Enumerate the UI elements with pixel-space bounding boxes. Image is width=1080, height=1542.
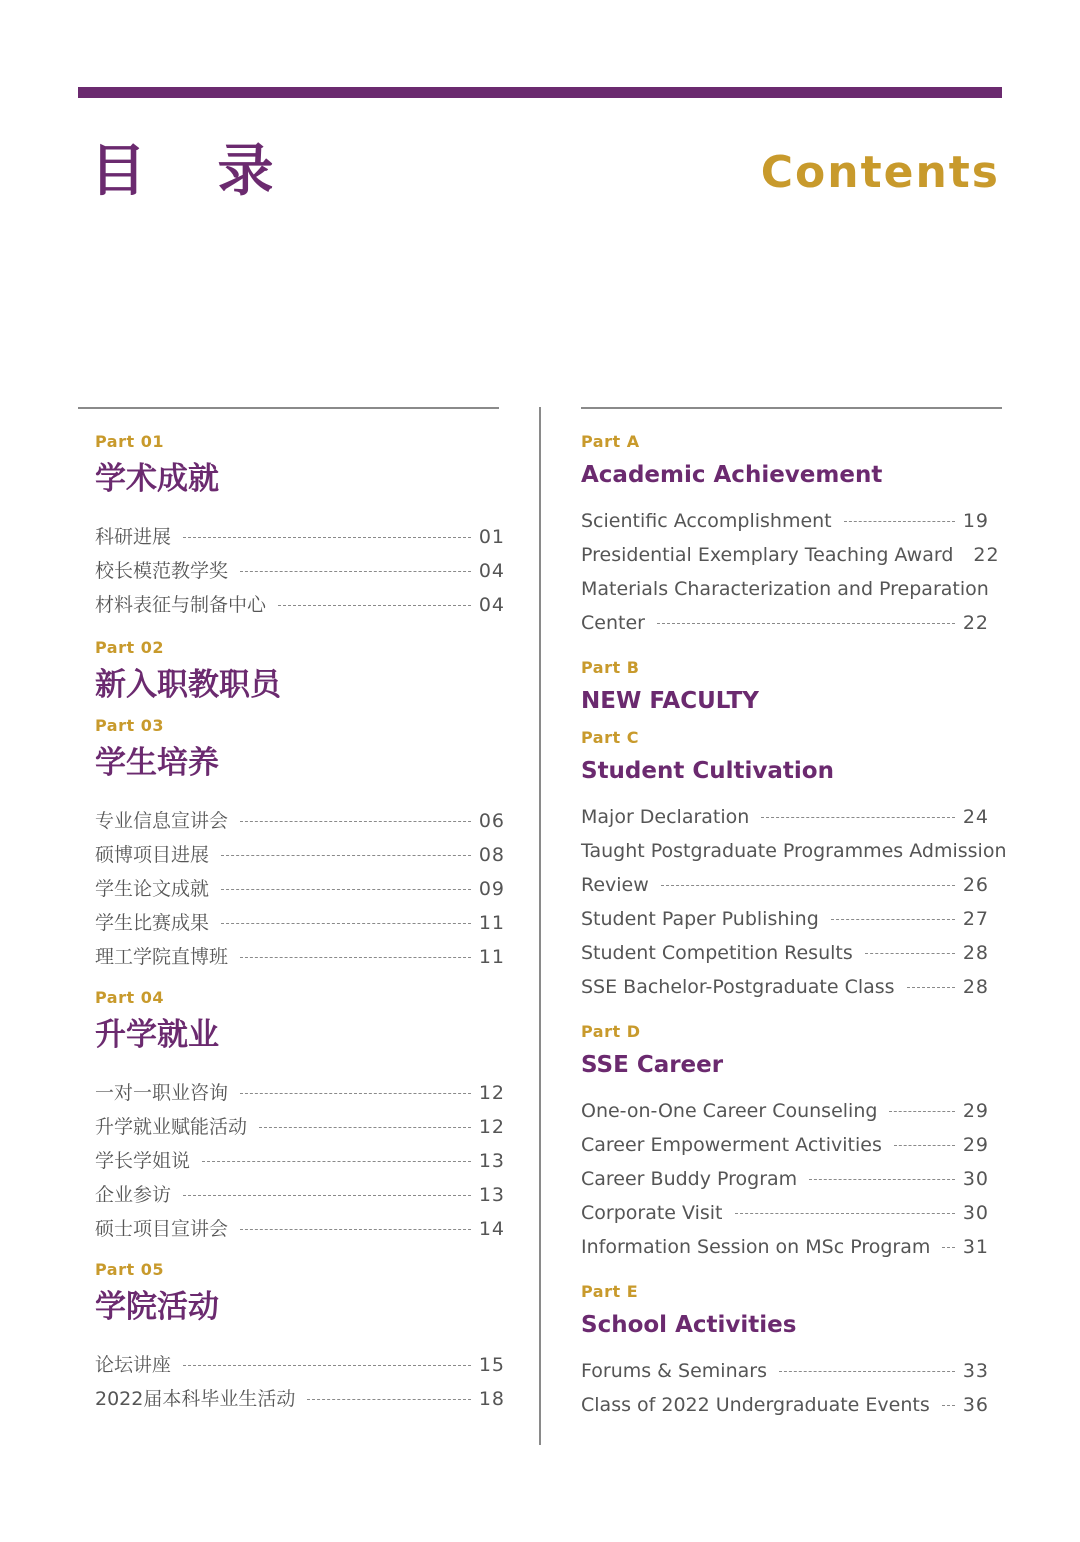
entry-label: Scientific Accomplishment (581, 510, 832, 532)
section-title[interactable]: 新入职教职员 (95, 667, 281, 703)
toc-entry[interactable] (581, 1230, 989, 1264)
toc-entry[interactable] (95, 804, 505, 838)
toc-entry[interactable] (581, 1128, 989, 1162)
entry-label: 材料表征与制备中心 (95, 594, 267, 616)
entry-label: 论坛讲座 (95, 1354, 172, 1376)
dot-leader (894, 1145, 955, 1146)
page-number: 06 (478, 810, 505, 832)
page-number: 14 (478, 1218, 505, 1240)
dot-leader (183, 537, 471, 538)
dot-leader (259, 1127, 471, 1128)
page-number: 12 (478, 1082, 505, 1104)
page-number: 08 (478, 844, 505, 866)
page-number: 09 (478, 878, 505, 900)
entry-label: 一对一职业咨询 (95, 1082, 229, 1104)
toc-entry[interactable] (581, 1162, 989, 1196)
toc-entry[interactable] (95, 1076, 505, 1110)
toc-entry[interactable] (95, 1212, 505, 1246)
toc-entry[interactable] (581, 504, 989, 538)
page-number: 31 (962, 1236, 989, 1258)
entry-label: 学生比赛成果 (95, 912, 210, 934)
page-number: 33 (962, 1360, 989, 1382)
section-title[interactable]: 学院活动 (95, 1289, 219, 1325)
page-number: 04 (478, 560, 505, 582)
toc-entry[interactable] (95, 1382, 505, 1416)
toc-section (95, 988, 505, 1246)
dot-leader (831, 919, 955, 920)
part-label: Part A (581, 432, 640, 451)
part-label: Part 02 (95, 638, 164, 657)
dot-leader (942, 1405, 955, 1406)
page-number: 28 (962, 976, 989, 998)
toc-entry-line[interactable] (581, 834, 1007, 868)
dot-leader (202, 1161, 471, 1162)
toc-section (581, 658, 989, 716)
section-title[interactable]: Academic Achievement (581, 462, 883, 488)
dot-leader (907, 987, 955, 988)
page-number: 11 (478, 912, 505, 934)
toc-entry[interactable] (581, 606, 989, 640)
dot-leader (865, 953, 955, 954)
toc-entry[interactable] (95, 588, 505, 622)
dot-leader (307, 1399, 470, 1400)
toc-entry[interactable] (581, 970, 989, 1004)
toc-entry[interactable] (581, 936, 989, 970)
toc-section (95, 432, 505, 622)
dot-leader (183, 1365, 471, 1366)
entry-list (581, 1354, 989, 1422)
dot-leader (278, 605, 471, 606)
entry-label: Corporate Visit (581, 1202, 723, 1224)
entry-list (581, 1094, 989, 1264)
entry-label: 科研进展 (95, 526, 172, 548)
dot-leader (657, 623, 955, 624)
entry-label: Presidential Exemplary Teaching Award (581, 544, 954, 566)
toc-entry[interactable] (95, 1348, 505, 1382)
toc-section (95, 638, 505, 706)
entry-label: 理工学院直博班 (95, 946, 229, 968)
part-label: Part 01 (95, 432, 164, 451)
toc-entry[interactable] (95, 520, 505, 554)
header-bar (78, 87, 1002, 98)
toc-entry[interactable] (95, 872, 505, 906)
title-english: Contents (760, 147, 1000, 198)
section-title[interactable]: Student Cultivation (581, 758, 834, 784)
part-label: Part D (581, 1022, 641, 1041)
toc-section (581, 1282, 989, 1422)
toc-entry[interactable] (95, 1110, 505, 1144)
entry-label: Student Competition Results (581, 942, 853, 964)
dot-leader (221, 923, 471, 924)
toc-entry[interactable] (581, 800, 989, 834)
entry-label: 企业参访 (95, 1184, 172, 1206)
dot-leader (735, 1213, 955, 1214)
page-number: 22 (962, 612, 989, 634)
page-number: 19 (962, 510, 989, 532)
part-label: Part C (581, 728, 639, 747)
toc-section (95, 1260, 505, 1416)
section-title[interactable]: 升学就业 (95, 1017, 219, 1053)
toc-entry[interactable] (581, 1388, 989, 1422)
page-number: 18 (478, 1388, 505, 1410)
dot-leader (779, 1371, 955, 1372)
toc-entry[interactable] (95, 554, 505, 588)
entry-label: 硕士项目宣讲会 (95, 1218, 229, 1240)
page-number: 26 (962, 874, 989, 896)
dot-leader (183, 1195, 471, 1196)
page-number: 04 (478, 594, 505, 616)
toc-section (581, 432, 1000, 640)
entry-label: Review (581, 874, 649, 896)
entry-label: Materials Characterization and Preparation (581, 578, 989, 600)
toc-entry[interactable] (95, 906, 505, 940)
page-number: 11 (478, 946, 505, 968)
page-number: 13 (478, 1150, 505, 1172)
chinese-contents-column (95, 432, 505, 1416)
toc-entry[interactable] (581, 538, 1000, 572)
page-number: 13 (478, 1184, 505, 1206)
page-number: 28 (962, 942, 989, 964)
page-number: 24 (962, 806, 989, 828)
right-column-rule (581, 407, 1002, 409)
toc-entry[interactable] (581, 1094, 989, 1128)
entry-label: 学生论文成就 (95, 878, 210, 900)
english-contents-column (581, 432, 1007, 1422)
entry-list (581, 800, 1007, 1004)
page-number: 30 (962, 1202, 989, 1224)
toc-entry[interactable] (581, 1196, 989, 1230)
entry-label: 2022届本科毕业生活动 (95, 1388, 296, 1410)
section-title[interactable]: SSE Career (581, 1052, 724, 1078)
page-number: 12 (478, 1116, 505, 1138)
part-label: Part E (581, 1282, 639, 1301)
dot-leader (889, 1111, 954, 1112)
toc-entry[interactable] (95, 1178, 505, 1212)
left-column-rule (78, 407, 499, 409)
entry-label: SSE Bachelor-Postgraduate Class (581, 976, 895, 998)
dot-leader (240, 821, 471, 822)
page-number: 22 (973, 544, 1000, 566)
dot-leader (221, 855, 471, 856)
section-title[interactable]: 学术成就 (95, 461, 219, 497)
entry-label: 升学就业赋能活动 (95, 1116, 248, 1138)
page-number: 27 (962, 908, 989, 930)
page-number: 30 (962, 1168, 989, 1190)
toc-entry[interactable] (581, 868, 989, 902)
toc-entry-line[interactable] (581, 572, 989, 606)
part-label: Part B (581, 658, 640, 677)
entry-label: 专业信息宣讲会 (95, 810, 229, 832)
dot-leader (661, 885, 955, 886)
section-title[interactable]: NEW FACULTY (581, 688, 759, 714)
page-number: 29 (962, 1134, 989, 1156)
page-number: 01 (478, 526, 505, 548)
dot-leader (809, 1179, 955, 1180)
toc-entry[interactable] (95, 1144, 505, 1178)
entry-label: 学长学姐说 (95, 1150, 191, 1172)
entry-label: Center (581, 612, 645, 634)
dot-leader (221, 889, 471, 890)
part-label: Part 04 (95, 988, 164, 1007)
toc-section (95, 716, 505, 974)
entry-list (581, 504, 1000, 640)
entry-list (95, 1076, 505, 1246)
dot-leader (240, 957, 471, 958)
dot-leader (240, 571, 471, 572)
entry-label: Information Session on MSc Program (581, 1236, 931, 1258)
toc-entry[interactable] (95, 940, 505, 974)
entry-label: Forums & Seminars (581, 1360, 767, 1382)
entry-label: Student Paper Publishing (581, 908, 819, 930)
toc-section (581, 728, 1007, 1004)
toc-section (581, 1022, 989, 1264)
section-title[interactable]: 学生培养 (95, 745, 219, 781)
entry-list (95, 1348, 505, 1416)
entry-label: Career Empowerment Activities (581, 1134, 882, 1156)
dot-leader (761, 817, 954, 818)
section-title[interactable]: School Activities (581, 1312, 797, 1338)
entry-label: Taught Postgraduate Programmes Admission (581, 840, 1007, 862)
entry-label: Major Declaration (581, 806, 750, 828)
toc-entry[interactable] (581, 1354, 989, 1388)
toc-entry[interactable] (581, 902, 989, 936)
entry-label: Career Buddy Program (581, 1168, 798, 1190)
toc-entry[interactable] (95, 838, 505, 872)
entry-list (95, 520, 505, 622)
page-number: 36 (962, 1394, 989, 1416)
entry-label: 校长模范教学奖 (95, 560, 229, 582)
dot-leader (942, 1247, 954, 1248)
title-chinese: 目 录 (90, 139, 300, 204)
entry-list (95, 804, 505, 974)
page-number: 15 (478, 1354, 505, 1376)
entry-label: 硕博项目进展 (95, 844, 210, 866)
dot-leader (240, 1093, 471, 1094)
entry-label: Class of 2022 Undergraduate Events (581, 1394, 930, 1416)
entry-label: One-on-One Career Counseling (581, 1100, 878, 1122)
dot-leader (844, 521, 955, 522)
column-divider (539, 407, 541, 1445)
page-number: 29 (962, 1100, 989, 1122)
dot-leader (240, 1229, 471, 1230)
part-label: Part 05 (95, 1260, 164, 1279)
part-label: Part 03 (95, 716, 164, 735)
